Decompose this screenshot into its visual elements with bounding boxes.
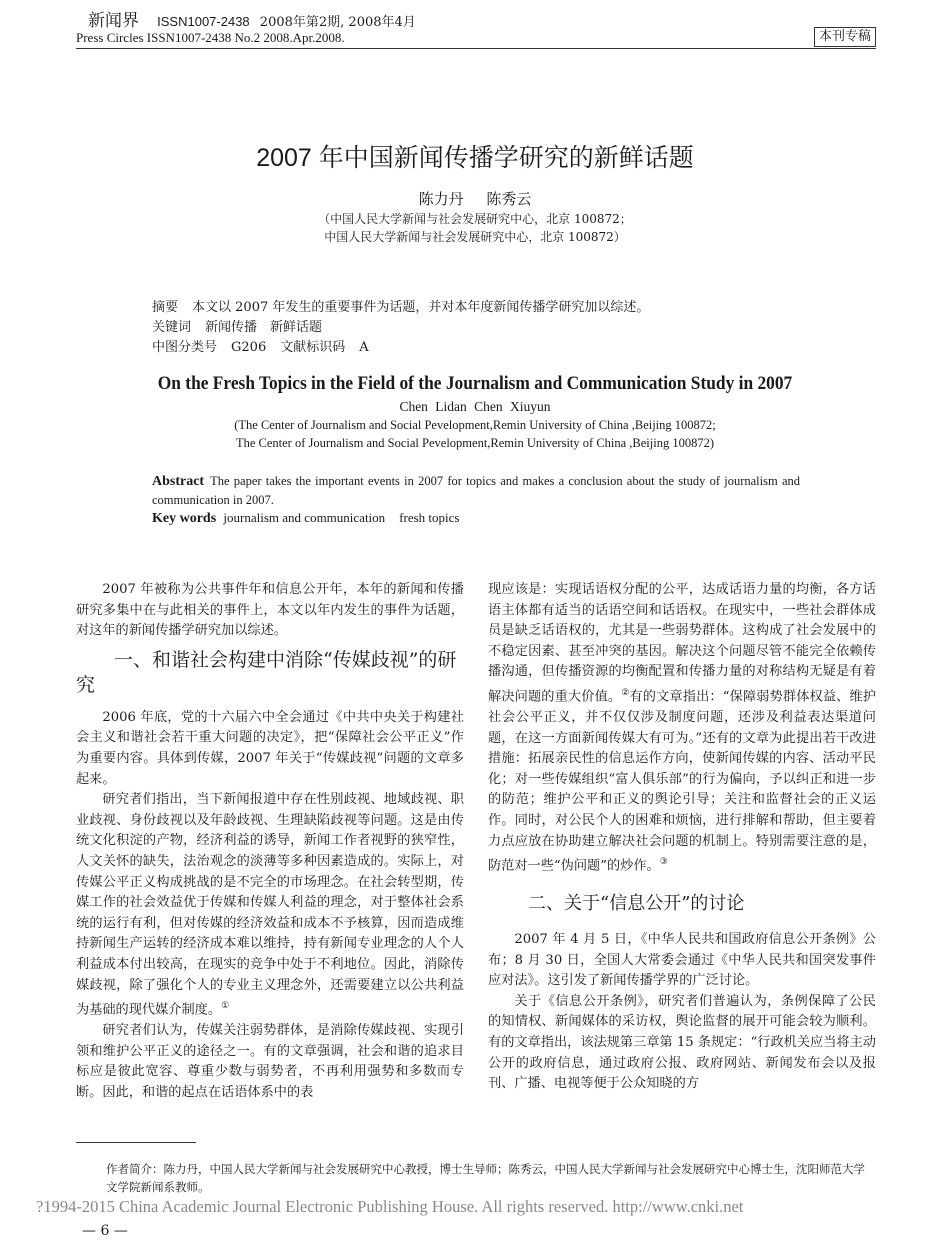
body-text: 有的文章指出：“保障弱势群体权益、维护社会公平正义，并不仅仅涉及制度问题，还涉及利益表达渠道问题，在这一方面新闻传媒大有可为。”还有的文章为此提出若干改进措施：拓展亲民性的信息运作方向，使新闻传媒的内容、活动平民化；对一些传媒组织“富人俱乐部”的行为偏向，予以纠正和进一步的防范；维护公平和正义的舆论引导；关注和监督社会的正义运作。同时，对公民个人的困难和烦恼，进行排解和帮助，但主要着力点应放在协助建立解决社会问题的机制上。特别需要注意的是，防范对一些“伪问题”的炒作。: [488, 689, 877, 874]
journal-header-english: Press Circles ISSN1007-2438 No.2 2008.Apr.2008.: [76, 30, 345, 45]
body-paragraph: 关于《信息公开条例》，研究者们普遍认为，条例保障了公民的知情权、新闻媒体的采访权，舆论监督的展开可能会较为顺利。有的文章指出，该法规第三章第 15 条规定：“行政机关应当将主动公开的政府信息，通过政府公报、政府网站、新闻发布会以及报刊、广播、电视等便于公众知晓的方: [488, 993, 876, 1092]
english-title: On the Fresh Topics in the Field of the Journalism and Communication Study in 2007: [157, 374, 793, 394]
english-keywords-label: Key words: [152, 511, 217, 526]
affiliation-line: （中国人民大学新闻与社会发展研究中心，北京 100872；: [318, 212, 632, 226]
english-affiliation-line: The Center of Journalism and Social Pevelopment,Remin University of China ,Beijing 100872): [235, 436, 715, 450]
english-keywords: [152, 510, 459, 527]
keywords-cn-text: 新闻传播 新鲜话题: [205, 320, 323, 335]
body-paragraph: 2007 年 4 月 5 日，《中华人民共和国政府信息公开条例》公布；8 月 30 日，全国人大常委会通过《中华人民共和国突发事件应对法》。这引发了新闻传播学界的广泛讨论。: [488, 932, 876, 989]
body-paragraph: 2006 年底，党的十六届六中全会通过《中共中央关于构建社会主义和谐社会若干重大问题的决定》，把“保障社会公平正义”作为重要内容。具体到传媒，2007 年关于“传媒歧视”问题的文章多起来。: [76, 709, 464, 787]
english-abstract-label: Abstract: [152, 474, 205, 489]
english-keyword: journalism and communication: [223, 510, 386, 525]
copyright-watermark: ?1994-2015 China Academic Journal Electronic Publishing House. All rights reserved. http://www.cnki.net: [36, 1197, 744, 1216]
english-abstract-text: The paper takes the important events in 2007 for topics and makes a conclusion about the study of journalism and communication in 2007.: [152, 474, 800, 507]
keywords-cn-label: 关键词: [152, 320, 192, 335]
footnote-marker[interactable]: ②: [621, 687, 630, 698]
journal-header: [88, 6, 416, 31]
abstract-cn: [152, 296, 649, 315]
body-paragraph: [488, 580, 876, 877]
abstract-cn-text: 本文以 2007 年发生的重要事件为话题，并对本年度新闻传播学研究加以综述。: [192, 300, 650, 315]
journal-name: 新闻界: [88, 11, 139, 31]
section-heading-1: 一、和谐社会构建中消除“传媒歧视”的研究: [76, 648, 457, 696]
header-rule: [76, 48, 876, 49]
body-text: 现应该是：实现话语权分配的公平，达成话语力量的均衡，各方话语主体都有适当的话语空间和话语权。在现实中，一些社会群体成员是缺乏话语权的，尤其是一些弱势群体。这构成了社会发展中的不稳定因素、甚至冲突的基因。解决这个问题尽管不能完全依赖传播沟通，但传播资源的均衡配置和传播力量的对称结构无疑是有着解决问题的重大价值。: [488, 582, 876, 705]
classification-code: G206: [231, 340, 267, 355]
article-title: 2007 年中国新闻传播学研究的新鲜话题: [256, 144, 694, 172]
body-paragraph: [76, 790, 464, 1021]
footnote-marker[interactable]: ③: [659, 857, 668, 868]
footnote-rule: [76, 1142, 196, 1143]
intro-paragraph: 2007 年被称为公共事件年和信息公开年，本年的新闻和传播研究多集中在与此相关的事件上，本文以年内发生的事件为话题，对这年的新闻传播学研究加以综述。: [76, 582, 464, 639]
footnote-marker[interactable]: ①: [221, 1001, 230, 1012]
journal-issn: ISSN1007-2438: [157, 14, 250, 29]
classification: [152, 336, 369, 355]
english-keyword: fresh topics: [399, 510, 460, 525]
column-tag: 本刊专稿: [814, 27, 876, 47]
classification-label: 中图分类号: [152, 340, 218, 355]
affiliation-line: 中国人民大学新闻与社会发展研究中心，北京 100872）: [324, 230, 626, 244]
doc-code: A: [359, 340, 369, 355]
article-authors: 陈力丹 陈秀云: [418, 190, 532, 208]
section-heading-2: 二、关于“信息公开”的讨论: [528, 893, 745, 915]
journal-issue: 2008年第2期, 2008年4月: [259, 15, 416, 30]
page-number: — 6 —: [82, 1223, 128, 1239]
body-left-column: [76, 580, 464, 1103]
body-text: 研究者们指出，当下新闻报道中存在性别歧视、地域歧视、职业歧视、身份歧视以及年龄歧视、生理缺陷歧视等问题。这是由传统文化积淀的产物，经济利益的诱导，新闻工作者视野的狭窄性，人文关怀的缺失，法治观念的淡薄等多种因素造成的。实际上，对传媒公平正义构成挑战的是不完全的市场理念。在社会转型期，传媒工作的社会效益优于传媒和传媒人利益的理念，对于整体社会系统的运行有利，但对传媒的经济效益和成本不予核算，因而造成维持新闻生产运转的经济成本难以维持，持有新闻专业理念的人个人利益成本付出较高，在现实的竞争中处于不利地位。因此，消除传媒歧视，除了强化个人的专业主义理念外，还需要建立以公共利益为基础的现代媒介制度。: [76, 792, 464, 1018]
abstract-cn-label: 摘要: [152, 300, 179, 315]
english-abstract: [152, 472, 800, 510]
doc-code-label: 文献标识码: [280, 340, 346, 355]
english-authors: Chen Lidan Chen Xiuyun: [399, 399, 551, 414]
author-footnote: 作者简介：陈力丹，中国人民大学新闻与社会发展研究中心教授，博士生导师；陈秀云，中国人民大学新闻与社会发展研究中心博士生，沈阳师范大学文学院新闻系教师。: [106, 1162, 865, 1194]
keywords-cn: [152, 316, 322, 335]
body-right-column: [488, 580, 876, 1095]
body-paragraph: 研究者们认为，传媒关注弱势群体，是消除传媒歧视、实现引领和维护公平正义的途径之一。有的文章强调，社会和谐的追求目标应是彼此宽容、尊重少数与弱势者，不再利用强势和多数而专断。因此，和谐的起点在话语体系中的表: [76, 1023, 464, 1100]
english-affiliation-line: (The Center of Journalism and Social Pevelopment,Remin University of China ,Beijing 100872;: [234, 418, 716, 432]
